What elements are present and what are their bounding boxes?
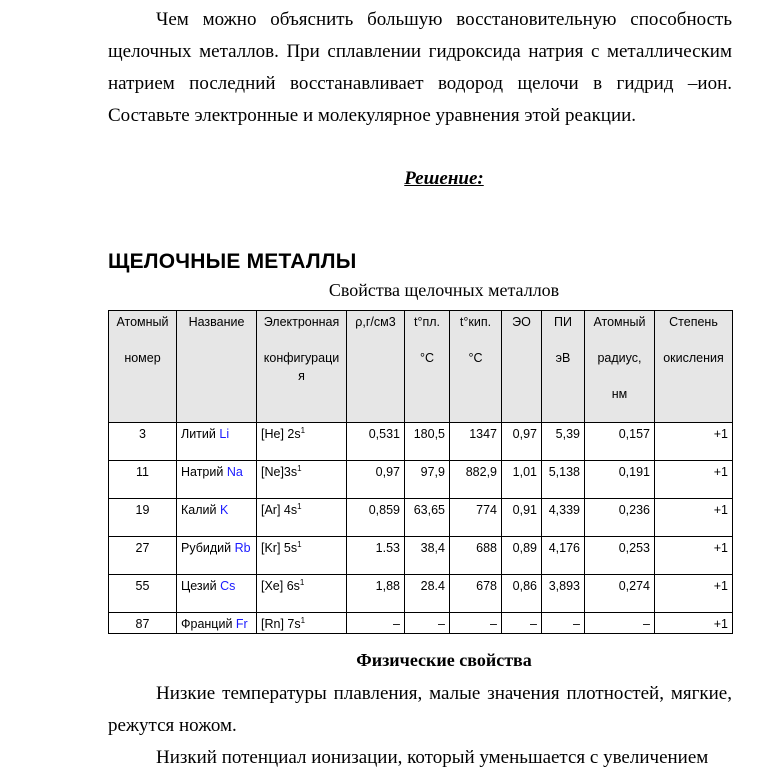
physical-properties-title: Физические свойства [356,650,532,670]
cell-eo [502,575,542,613]
header-atomic-radius: Атомный радиус, нм [585,311,655,423]
cell-number [109,499,177,537]
cell-number-value: 27 [135,541,150,555]
cell-oxidation-value: +1 [713,465,728,479]
config-text: [Ar] 4s [261,503,298,517]
cell-pi-value: 5,39 [555,427,580,441]
cell-melting [405,575,450,613]
cell-boiling [450,613,502,634]
cell-oxidation [655,537,733,575]
cell-number-value: 11 [136,465,149,479]
cell-radius-value: 0,274 [618,579,650,593]
cell-boiling [450,499,502,537]
cell-melting [405,499,450,537]
cell-radius [585,575,655,613]
config-superscript: 1 [297,539,302,549]
cell-boiling-value: 882,9 [465,465,497,479]
cell-oxidation [655,575,733,613]
table-header-row [109,311,733,423]
physical-paragraph-2 [108,742,732,774]
header-density: ρ,г/см3 [347,311,405,423]
cell-eo [502,499,542,537]
cell-eo-value: 0,86 [512,579,537,593]
cell-oxidation-value: +1 [713,579,728,593]
cell-melting [405,461,450,499]
task-text: Чем можно объяснить большую восстановительную способность щелочных металлов. При сплавлении гидроксида натрия с металлическим натрием последний восстанавливает водород щелочи в гидрид –ион. Составьте электронные и молекулярное уравнения этой реакции. [108,9,732,126]
config-text: [Ne]3s [261,465,298,479]
cell-density [347,537,405,575]
cell-melting [405,537,450,575]
header-melting-point: t°пл. °С [405,311,450,423]
header-electronegativity: ЭО [502,311,542,423]
element-name: Рубидий [181,541,232,555]
cell-melting-value: 28.4 [420,579,445,593]
config-text: [He] 2s [261,427,301,441]
cell-melting-value: 38,4 [420,541,445,555]
physical-text-1: Низкие температуры плавления, малые значения плотностей, мягкие, режутся ножом. [108,683,732,736]
cell-oxidation [655,461,733,499]
cell-config [257,423,347,461]
cell-radius-value: 0,253 [618,541,650,555]
config-text: [Rn] 7s [261,617,301,631]
cell-density-value: 1,88 [375,579,400,593]
cell-eo [502,423,542,461]
cell-name [177,575,257,613]
header-boiling-point: t°кип. °С [450,311,502,423]
element-name: Цезий [181,579,217,593]
cell-radius [585,537,655,575]
element-symbol: Cs [220,579,236,593]
cell-eo-value: – [530,617,537,631]
cell-name [177,499,257,537]
header-name: Название [177,311,257,423]
cell-radius-value: 0,191 [618,465,650,479]
cell-pi-value: 4,176 [548,541,580,555]
cell-radius [585,423,655,461]
cell-boiling [450,537,502,575]
header-oxidation: Степень окисления [655,311,733,423]
cell-radius [585,499,655,537]
cell-number [109,575,177,613]
cell-density [347,613,405,634]
cell-boiling-value: 688 [476,541,497,555]
cell-pi [542,461,585,499]
cell-oxidation-value: +1 [713,427,728,441]
table-row [109,613,733,634]
cell-eo-value: 0,97 [512,427,537,441]
cell-oxidation-value: +1 [713,541,728,555]
cell-density-value: 0,859 [368,503,400,517]
section-heading: ЩЕЛОЧНЫЕ МЕТАЛЛЫ [108,250,357,273]
physical-paragraph-1 [108,678,732,742]
cell-oxidation [655,499,733,537]
cell-eo [502,461,542,499]
cell-oxidation-value: +1 [713,617,728,631]
element-name: Калий [181,503,217,517]
cell-name [177,537,257,575]
cell-radius-value: – [643,617,650,631]
cell-boiling-value: – [490,617,497,631]
element-name: Литий [181,427,216,441]
cell-oxidation-value: +1 [713,503,728,517]
element-symbol: Na [226,465,243,479]
cell-config [257,499,347,537]
cell-pi-value: 4,339 [548,503,580,517]
alkali-metals-table [108,310,733,634]
table-row [109,423,733,461]
cell-radius-value: 0,236 [618,503,650,517]
config-superscript: 1 [297,501,302,511]
cell-pi [542,613,585,634]
cell-number-value: 3 [139,427,146,441]
cell-boiling [450,461,502,499]
cell-density-value: – [393,617,400,631]
config-superscript: 1 [297,463,302,473]
cell-config [257,461,347,499]
header-atomic-number: Атомный номер [109,311,177,423]
table-caption: Свойства щелочных металлов [328,280,560,300]
cell-radius [585,613,655,634]
header-ionization: ПИ эВ [542,311,585,423]
table-row [109,499,733,537]
cell-density-value: 0,97 [375,465,400,479]
table-row [109,575,733,613]
element-symbol: K [219,503,229,517]
cell-number [109,423,177,461]
config-superscript: 1 [300,615,306,625]
cell-oxidation [655,613,733,634]
cell-boiling-value: 774 [476,503,497,517]
cell-eo-value: 1,01 [512,465,537,479]
cell-density-value: 1.53 [375,541,400,555]
cell-number [109,613,177,634]
cell-radius [585,461,655,499]
element-name: Натрий [181,465,224,479]
table-row [109,461,733,499]
physical-text-2: Низкий потенциал ионизации, который уменьшается с увеличением [156,747,709,768]
cell-name [177,613,257,634]
cell-config [257,575,347,613]
cell-melting-value: 63,65 [413,503,445,517]
cell-name [177,423,257,461]
element-symbol: Li [219,427,230,441]
cell-pi-value: 5,138 [548,465,580,479]
config-text: [Kr] 5s [261,541,298,555]
cell-config [257,613,347,634]
cell-melting-value: 180,5 [413,427,445,441]
cell-boiling-value: 1347 [469,427,497,441]
solution-label: Решение: [404,168,484,189]
element-name: Франций [181,617,233,631]
cell-number-value: 19 [135,503,150,517]
cell-eo [502,613,542,634]
cell-boiling [450,575,502,613]
cell-boiling [450,423,502,461]
cell-number [109,537,177,575]
element-symbol: Rb [234,541,251,555]
cell-melting [405,423,450,461]
cell-pi [542,575,585,613]
cell-radius-value: 0,157 [618,427,650,441]
config-text: [Xe] 6s [261,579,300,593]
cell-pi-value: – [573,617,580,631]
cell-number-value: 55 [135,579,150,593]
cell-density [347,461,405,499]
cell-density [347,499,405,537]
cell-number [109,461,177,499]
cell-melting [405,613,450,634]
cell-number-value: 87 [135,617,150,631]
config-superscript: 1 [300,425,306,435]
cell-config [257,537,347,575]
cell-density-value: 0,531 [368,427,400,441]
cell-pi [542,499,585,537]
cell-name [177,461,257,499]
cell-melting-value: – [438,617,445,631]
cell-boiling-value: 678 [476,579,497,593]
cell-density [347,423,405,461]
cell-oxidation [655,423,733,461]
cell-pi [542,423,585,461]
cell-eo-value: 0,91 [512,503,537,517]
header-config: Электронная конфигурация [257,311,347,423]
task-paragraph [108,4,732,132]
table-row [109,537,733,575]
cell-pi [542,537,585,575]
element-symbol: Fr [235,617,248,631]
cell-density [347,575,405,613]
cell-pi-value: 3,893 [548,579,580,593]
config-superscript: 1 [299,577,305,587]
cell-melting-value: 97,9 [420,465,445,479]
cell-eo [502,537,542,575]
cell-eo-value: 0,89 [512,541,537,555]
